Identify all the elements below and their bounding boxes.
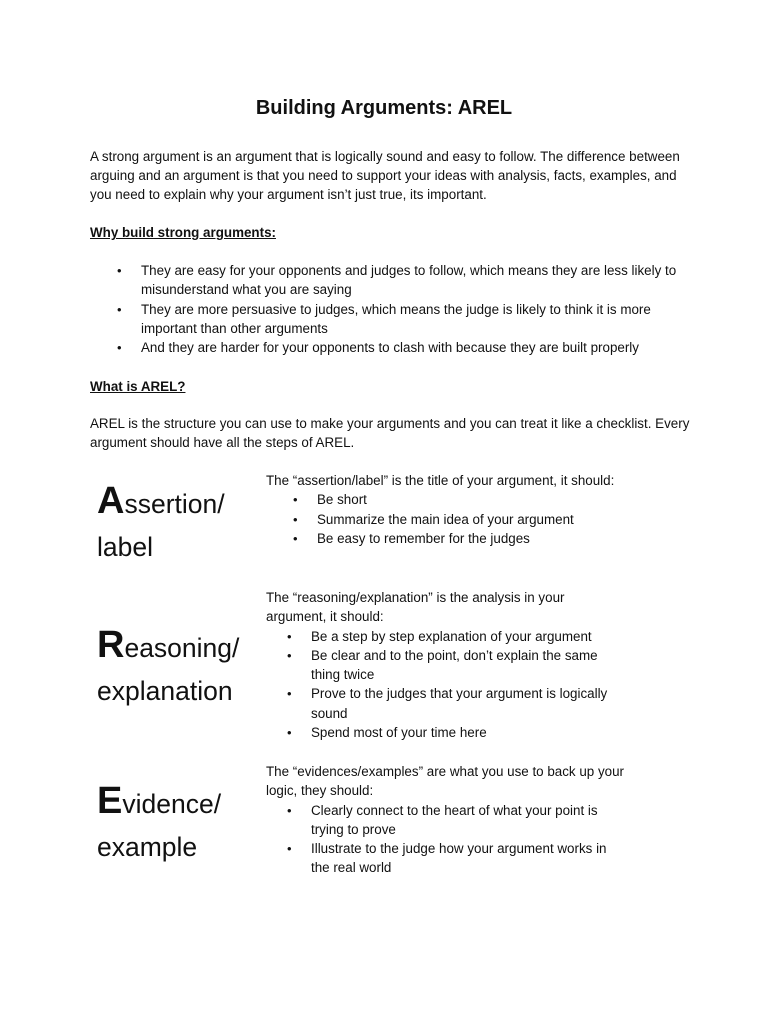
bullet-icon: • [117, 340, 122, 356]
list-item-text: They are more persuasive to judges, which means the judge is likely to think it is more important than other arguments [141, 301, 651, 336]
list-item [266, 839, 626, 878]
bullet-icon: • [287, 628, 292, 644]
bullet-icon: • [117, 263, 122, 278]
step-desc-evidence [266, 762, 626, 878]
list-item [266, 529, 626, 548]
list-item [90, 261, 690, 300]
list-item-text: They are easy for your opponents and judges to follow, which means they are less likely to misunderstand what you are saying [141, 263, 677, 298]
step-letter: E [97, 780, 123, 822]
bullet-icon: • [293, 492, 298, 508]
list-item-text: Clearly connect to the heart of what your point is trying to prove [311, 802, 598, 837]
bullet-icon: • [287, 725, 292, 741]
step-bullet-list [266, 627, 626, 743]
step-desc-assertion [266, 471, 626, 548]
list-item-text: Be easy to remember for the judges [317, 530, 530, 546]
bullet-icon: • [287, 802, 292, 818]
list-item [266, 684, 626, 723]
list-item-text: Be clear and to the point, don’t explain the same thing twice [311, 647, 598, 683]
list-item-text: Summarize the main idea of your argument [317, 511, 574, 527]
step-label-reasoning [97, 624, 239, 713]
step-word-line2: explanation [97, 676, 233, 706]
intro-paragraph: A strong argument is an argument that is logically sound and easy to follow. The difference between arguing and an argument is that you need to support your ideas with analysis, facts, examples, and you need to explain why your argument isn’t just true, its important. [90, 149, 680, 202]
list-item-text: Prove to the judges that your argument is logically sound [311, 686, 608, 721]
list-item [266, 510, 626, 529]
step-word-line2: example [97, 832, 198, 862]
list-item [266, 723, 626, 742]
bullet-icon: • [287, 841, 292, 857]
step-label-evidence [97, 780, 221, 869]
list-item [90, 338, 690, 357]
bullet-icon: • [287, 647, 292, 663]
step-word: vidence/ [122, 789, 222, 819]
step-label-assertion [97, 480, 225, 569]
step-bullet-list [266, 490, 626, 548]
list-item [266, 646, 626, 685]
bullet-icon: • [293, 530, 298, 546]
step-desc-text: The “reasoning/explanation” is the analysis in your argument, it should: [266, 590, 565, 625]
step-letter: R [97, 624, 125, 666]
step-bullet-list [266, 801, 626, 878]
list-item-text: Spend most of your time here [311, 725, 487, 741]
page-title: Building Arguments: AREL [255, 97, 513, 119]
list-item-text: Be a step by step explanation of your argument [311, 628, 592, 644]
step-desc-reasoning [266, 588, 626, 742]
list-item-text: Be short [317, 492, 367, 508]
list-item [90, 300, 690, 339]
bullet-icon: • [287, 686, 292, 702]
why-heading: Why build strong arguments: [90, 225, 276, 240]
list-item [266, 801, 626, 840]
list-item-text: Illustrate to the judge how your argument works in the real world [311, 841, 607, 876]
list-item [266, 490, 626, 509]
list-item-text: And they are harder for your opponents to clash with because they are built properly [141, 340, 639, 356]
step-desc-text: The “assertion/label” is the title of your argument, it should: [266, 473, 615, 488]
step-desc-text: The “evidences/examples” are what you use to back up your logic, they should: [266, 764, 625, 799]
what-paragraph: AREL is the structure you can use to make your arguments and you can treat it like a checklist. Every argument should have all the steps of AREL. [90, 416, 690, 450]
why-bullet-list [90, 261, 690, 357]
step-word-line2: label [97, 532, 153, 562]
list-item [266, 627, 626, 646]
step-letter: A [97, 480, 125, 522]
bullet-icon: • [117, 301, 122, 317]
bullet-icon: • [293, 511, 298, 527]
what-heading: What is AREL? [90, 379, 186, 394]
step-word: easoning/ [124, 633, 240, 663]
step-word: ssertion/ [124, 489, 225, 519]
